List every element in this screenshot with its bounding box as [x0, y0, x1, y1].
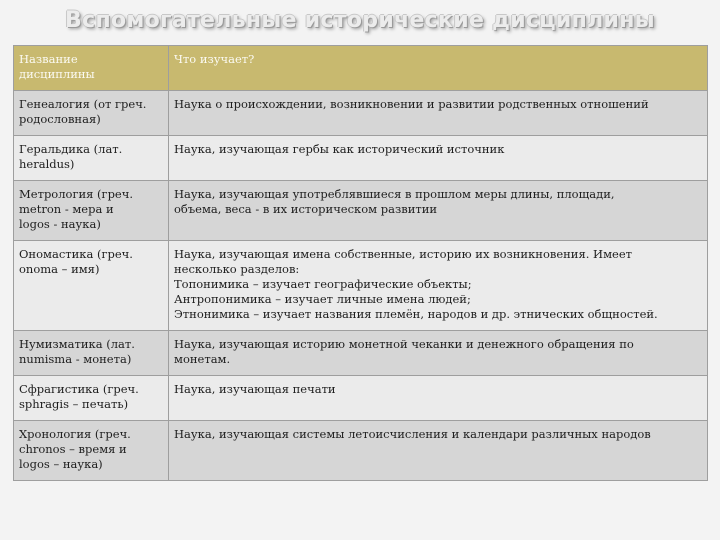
discipline-description-cell [169, 331, 708, 376]
discipline-name-line: chronos – время и [19, 442, 127, 456]
discipline-description-line: монетам. [174, 352, 231, 366]
discipline-name-cell [14, 241, 169, 331]
discipline-description-line: Наука, изучающая историю монетной чеканки и денежного обращения по [174, 337, 634, 351]
discipline-name-line: metron - мера и [19, 202, 114, 216]
discipline-description-line: Наука, изучающая имена собственные, историю их возникновения. Имеет [174, 247, 632, 261]
discipline-name-cell [14, 136, 169, 181]
discipline-name-line: Геральдика (лат. [19, 142, 123, 156]
discipline-name-line: logos - наука) [19, 217, 101, 231]
discipline-description-cell [169, 136, 708, 181]
discipline-name-line: Нумизматика (лат. [19, 337, 135, 351]
table-header-row [14, 46, 708, 91]
discipline-name-line: Метрология (греч. [19, 187, 133, 201]
discipline-name-cell [14, 376, 169, 421]
discipline-description-line: Этнонимика – изучает названия племён, народов и др. этнических общностей. [174, 307, 658, 321]
discipline-description-line: Наука о происхождении, возникновении и развитии родственных отношений [174, 97, 649, 111]
discipline-description-line: Наука, изучающая употреблявшиеся в прошлом меры длины, площади, [174, 187, 615, 201]
disciplines-table-container [13, 45, 707, 481]
table-row [14, 421, 708, 481]
header-what-it-studies [169, 46, 708, 91]
table-row [14, 241, 708, 331]
discipline-description-line: Антропонимика – изучает личные имена людей; [174, 292, 471, 306]
header-text-line: Что изучает? [174, 52, 255, 66]
discipline-name-line: Генеалогия (от греч. [19, 97, 147, 111]
discipline-description-cell [169, 91, 708, 136]
discipline-name-line: родословная) [19, 112, 101, 126]
discipline-description-line: Наука, изучающая системы летоисчисления и календари различных народов [174, 427, 651, 441]
table-row [14, 376, 708, 421]
discipline-name-line: Сфрагистика (греч. [19, 382, 139, 396]
discipline-name-cell [14, 421, 169, 481]
discipline-description-cell [169, 376, 708, 421]
table-row [14, 91, 708, 136]
discipline-name-line: numisma - монета) [19, 352, 132, 366]
page-title: Вспомогательные исторические дисциплины [65, 8, 655, 33]
table-row [14, 181, 708, 241]
header-discipline-name [14, 46, 169, 91]
discipline-name-line: Ономастика (греч. [19, 247, 133, 261]
discipline-name-line: sphragis – печать) [19, 397, 129, 411]
discipline-description-cell [169, 181, 708, 241]
table-row [14, 136, 708, 181]
table-row [14, 331, 708, 376]
discipline-name-cell [14, 331, 169, 376]
discipline-name-line: onoma – имя) [19, 262, 100, 276]
discipline-description-cell [169, 241, 708, 331]
discipline-description-line: объема, веса - в их историческом развитии [174, 202, 438, 216]
discipline-name-line: Хронология (греч. [19, 427, 131, 441]
discipline-name-cell [14, 181, 169, 241]
disciplines-table [13, 45, 708, 481]
discipline-description-line: Наука, изучающая печати [174, 382, 336, 396]
discipline-name-cell [14, 91, 169, 136]
discipline-name-line: logos – наука) [19, 457, 103, 471]
discipline-description-line: несколько разделов: [174, 262, 300, 276]
header-text-line: Название [19, 52, 78, 66]
discipline-description-line: Топонимика – изучает географические объекты; [174, 277, 472, 291]
header-text-line: дисциплины [19, 67, 95, 81]
discipline-name-line: heraldus) [19, 157, 75, 171]
discipline-description-line: Наука, изучающая гербы как исторический источник [174, 142, 505, 156]
discipline-description-cell [169, 421, 708, 481]
